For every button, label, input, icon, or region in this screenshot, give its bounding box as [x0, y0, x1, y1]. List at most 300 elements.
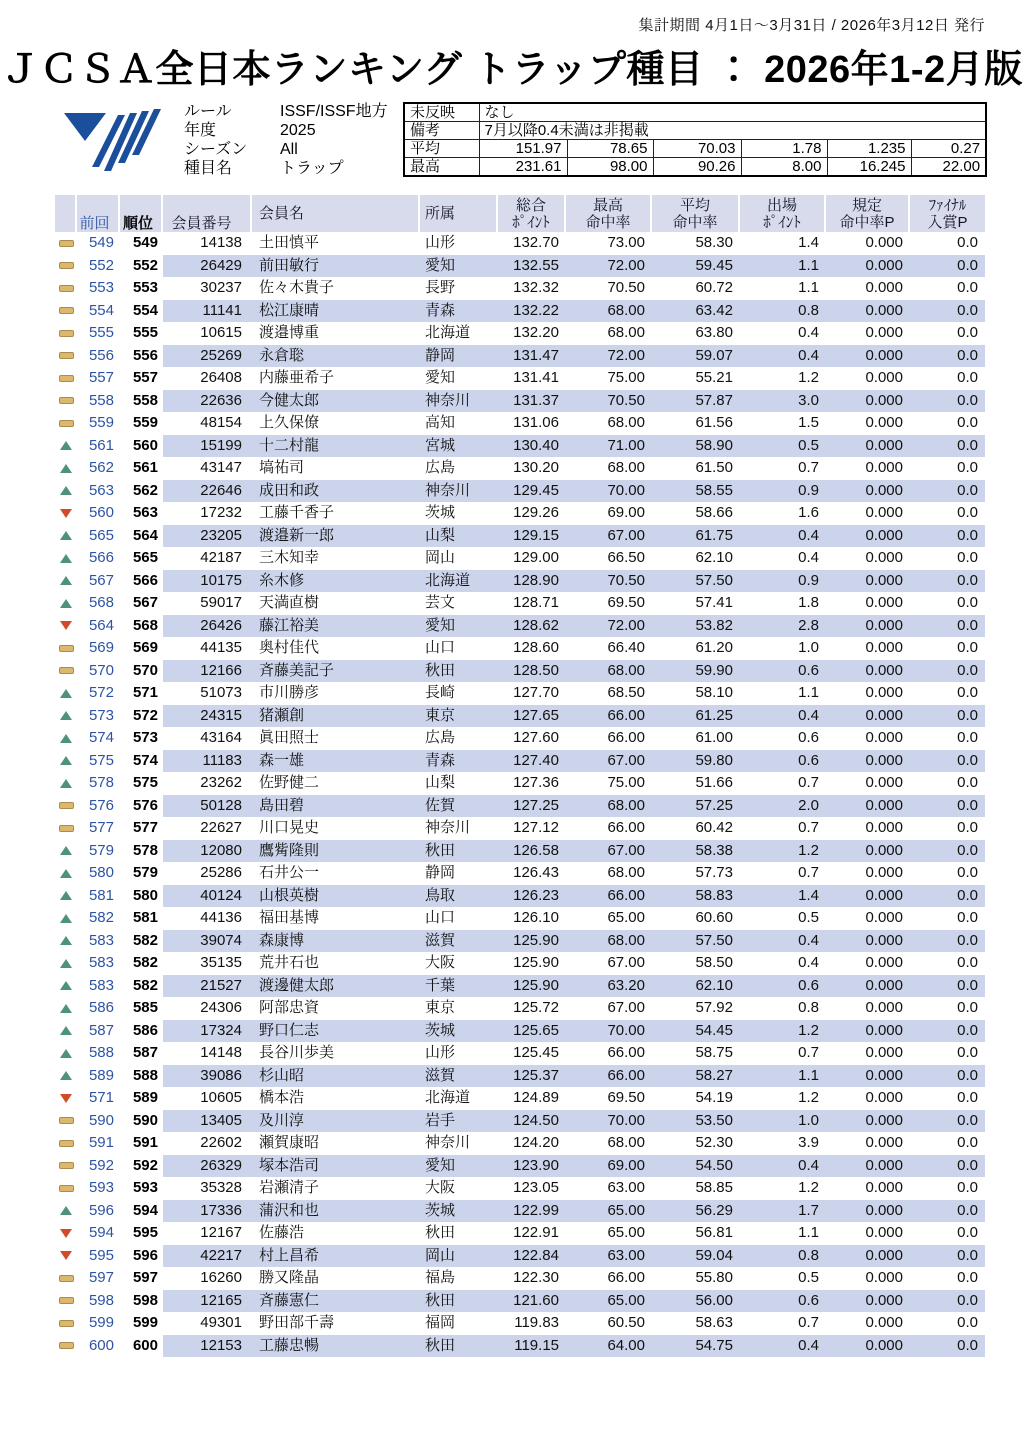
- cell-final-p: 0.0: [910, 1020, 985, 1043]
- cell-affiliation: 愛知: [420, 1155, 498, 1178]
- cell-best-hitrate: 66.00: [566, 705, 652, 728]
- table-row: [55, 1200, 985, 1223]
- cell-best-hitrate: 69.00: [607, 504, 645, 521]
- cell-member-no: 59017: [200, 594, 242, 611]
- trend-same-icon: [59, 1185, 74, 1192]
- cell-total-points: 125.45: [513, 1044, 559, 1061]
- cell-prev-rank: 592: [88, 1156, 114, 1174]
- cell-attend-points: 1.6: [798, 504, 819, 521]
- cell-attend-points: 1.1: [798, 684, 819, 701]
- cell-best-hitrate: 68.00: [607, 324, 645, 341]
- col-header-aff: 所属: [420, 195, 498, 232]
- cell-total-points: 127.65: [498, 705, 566, 728]
- cell-attend-points: 1.4: [740, 885, 826, 908]
- info-label: ルール: [184, 103, 232, 120]
- cell-member-no: 43164: [200, 729, 242, 746]
- table-row: [55, 435, 985, 458]
- cell-avg-hitrate: 55.80: [695, 1269, 733, 1286]
- cell-rank: 561: [132, 459, 158, 476]
- cell-attend-points: 1.2: [798, 1089, 819, 1106]
- cell-best-hitrate: 67.00: [566, 840, 652, 863]
- cell-trend: [55, 952, 77, 975]
- cell-best-hitrate: 68.00: [607, 864, 645, 881]
- stats-avg-kitei: 1.235: [827, 140, 911, 158]
- cell-total-points: 132.55: [498, 255, 566, 278]
- cell-best-hitrate: 65.00: [566, 1290, 652, 1313]
- cell-best-hitrate: 63.00: [566, 1245, 652, 1268]
- cell-avg-hitrate: 61.25: [652, 705, 740, 728]
- cell-rank: 586: [132, 1021, 158, 1039]
- stats-avg-final: 0.27: [911, 140, 986, 158]
- ranking-table-header: [55, 195, 985, 232]
- cell-trend: [55, 502, 77, 525]
- cell-trend: [55, 547, 77, 570]
- cell-attend-points: 0.4: [740, 345, 826, 368]
- cell-attend-points: 0.4: [798, 954, 819, 971]
- cell-best-hitrate: 66.50: [607, 549, 645, 566]
- cell-attend-points: 0.8: [740, 1245, 826, 1268]
- cell-kitei-p: 0.000: [826, 1200, 910, 1223]
- cell-member-name: 永倉聡: [252, 345, 420, 368]
- cell-affiliation: 鳥取: [420, 885, 498, 908]
- cell-kitei-p: 0.000: [826, 840, 910, 863]
- cell-avg-hitrate: 61.56: [695, 414, 733, 431]
- cell-total-points: 125.90: [498, 975, 566, 998]
- cell-trend: [55, 1245, 77, 1268]
- stats-value: なし: [479, 103, 986, 122]
- info-label: シーズン: [184, 141, 248, 158]
- cell-prev-rank: 554: [88, 301, 114, 319]
- cell-attend-points: 0.9: [740, 480, 826, 503]
- cell-kitei-p: 0.000: [826, 795, 910, 818]
- table-row: [55, 682, 985, 705]
- cell-member-name: 松江康晴: [252, 300, 420, 323]
- cell-prev-rank: 596: [88, 1201, 114, 1219]
- table-row: [55, 795, 985, 818]
- cell-total-points: 119.15: [498, 1335, 566, 1358]
- cell-affiliation: 山梨: [420, 525, 498, 548]
- cell-trend: [55, 457, 77, 480]
- cell-member-no: 13405: [163, 1110, 252, 1133]
- table-row: [55, 862, 985, 885]
- cell-kitei-p: 0.000: [826, 525, 910, 548]
- cell-total-points: 132.32: [513, 279, 559, 296]
- trend-up-icon: [60, 441, 72, 450]
- cell-best-hitrate: 67.00: [566, 525, 652, 548]
- col-header-rank: 順位: [120, 195, 163, 232]
- cell-prev-rank: 582: [88, 909, 114, 926]
- stats-row-average: [404, 140, 986, 158]
- cell-trend: [55, 232, 77, 255]
- cell-final-p: 0.0: [910, 840, 985, 863]
- cell-best-hitrate: 68.00: [566, 660, 652, 683]
- cell-member-name: 鷹觜隆則: [252, 840, 420, 863]
- cell-trend: [55, 997, 77, 1020]
- cell-final-p: 0.0: [957, 279, 978, 296]
- cell-total-points: 127.60: [513, 729, 559, 746]
- cell-rank: 571: [132, 684, 158, 701]
- cell-kitei-p: 0.000: [865, 279, 903, 296]
- cell-kitei-p: 0.000: [865, 729, 903, 746]
- cell-kitei-p: 0.000: [826, 1245, 910, 1268]
- cell-avg-hitrate: 57.73: [695, 864, 733, 881]
- cell-member-name: 野口仁志: [252, 1020, 420, 1043]
- cell-affiliation: 広島: [425, 729, 456, 746]
- cell-final-p: 0.0: [910, 1290, 985, 1313]
- cell-final-p: 0.0: [957, 369, 978, 386]
- cell-attend-points: 0.6: [740, 975, 826, 998]
- cell-total-points: 126.10: [513, 909, 559, 926]
- col-header-prev: 前回: [77, 195, 120, 232]
- cell-affiliation: 大阪: [425, 1179, 456, 1196]
- cell-kitei-p: 0.000: [865, 954, 903, 971]
- cell-avg-hitrate: 56.29: [652, 1200, 740, 1223]
- cell-rank: 549: [132, 234, 158, 251]
- table-row: [55, 300, 985, 323]
- cell-rank: 557: [132, 369, 158, 386]
- cell-member-no: 26429: [163, 255, 252, 278]
- cell-member-name: 猪瀬創: [252, 705, 420, 728]
- cell-trend: [55, 862, 77, 885]
- trend-same-icon: [59, 1162, 74, 1169]
- cell-member-no: 21527: [163, 975, 252, 998]
- cell-total-points: 132.22: [498, 300, 566, 323]
- cell-member-no: 26408: [200, 369, 242, 386]
- cell-affiliation: 秋田: [420, 840, 498, 863]
- trend-up-icon: [60, 891, 72, 900]
- cell-final-p: 0.0: [910, 300, 985, 323]
- cell-trend: [55, 300, 77, 323]
- ranking-table-body: [55, 232, 985, 1357]
- cell-member-no: 42217: [163, 1245, 252, 1268]
- cell-prev-rank: 557: [88, 369, 114, 386]
- cell-avg-hitrate: 62.10: [652, 975, 740, 998]
- cell-kitei-p: 0.000: [865, 1314, 903, 1331]
- cell-rank: 581: [132, 909, 158, 926]
- cell-avg-hitrate: 58.50: [695, 954, 733, 971]
- cell-best-hitrate: 70.00: [566, 1020, 652, 1043]
- cell-affiliation: 広島: [425, 459, 456, 476]
- cell-attend-points: 0.4: [740, 525, 826, 548]
- cell-rank: 588: [132, 1066, 158, 1084]
- cell-affiliation: 滋賀: [420, 930, 498, 953]
- table-row: [55, 930, 985, 953]
- table-row: [55, 570, 985, 593]
- trend-up-icon: [60, 1206, 72, 1215]
- stats-max-best: 98.00: [567, 158, 653, 177]
- cell-best-hitrate: 65.00: [566, 1200, 652, 1223]
- cell-final-p: 0.0: [957, 1044, 978, 1061]
- table-row: [55, 1087, 985, 1110]
- cell-rank: 597: [132, 1269, 158, 1286]
- cell-rank: 585: [132, 999, 158, 1016]
- cell-rank: 577: [132, 819, 158, 836]
- cell-affiliation: 山形: [425, 1044, 456, 1061]
- cell-affiliation: 芸文: [425, 594, 456, 611]
- cell-member-no: 11183: [163, 750, 252, 773]
- cell-member-name: 天満直樹: [259, 594, 320, 611]
- cell-rank: 578: [132, 841, 158, 859]
- cell-final-p: 0.0: [910, 750, 985, 773]
- cell-best-hitrate: 71.00: [566, 435, 652, 458]
- cell-affiliation: 神奈川: [425, 819, 471, 836]
- cell-attend-points: 0.8: [798, 999, 819, 1016]
- cell-prev-rank: 583: [88, 976, 114, 994]
- cell-affiliation: 宮城: [420, 435, 498, 458]
- cell-final-p: 0.0: [910, 525, 985, 548]
- cell-rank: 554: [132, 301, 158, 319]
- cell-member-name: 杉山昭: [252, 1065, 420, 1088]
- summary-stats-table: [403, 102, 987, 177]
- cell-total-points: 128.71: [513, 594, 559, 611]
- cell-prev-rank: 579: [88, 841, 114, 859]
- cell-prev-rank: 564: [88, 616, 114, 634]
- cell-best-hitrate: 70.50: [566, 570, 652, 593]
- cell-final-p: 0.0: [910, 615, 985, 638]
- cell-member-name: 長谷川歩美: [259, 1044, 335, 1061]
- cell-avg-hitrate: 60.60: [695, 909, 733, 926]
- cell-member-no: 39086: [163, 1065, 252, 1088]
- trend-same-icon: [59, 262, 74, 269]
- cell-trend: [55, 435, 77, 458]
- cell-attend-points: 0.4: [798, 324, 819, 341]
- cell-prev-rank: 595: [88, 1246, 114, 1264]
- cell-member-name: 佐藤浩: [259, 1224, 305, 1241]
- cell-best-hitrate: 66.00: [607, 1269, 645, 1286]
- cell-kitei-p: 0.000: [865, 549, 903, 566]
- cell-attend-points: 2.8: [740, 615, 826, 638]
- cell-avg-hitrate: 53.82: [652, 615, 740, 638]
- cell-attend-points: 1.2: [740, 1020, 826, 1043]
- cell-avg-hitrate: 59.04: [652, 1245, 740, 1268]
- trend-up-icon: [60, 531, 72, 540]
- table-row: [55, 1245, 985, 1268]
- cell-prev-rank: 566: [88, 549, 114, 566]
- cell-total-points: 122.30: [513, 1269, 559, 1286]
- trend-up-icon: [60, 576, 72, 585]
- table-row: [55, 705, 985, 728]
- cell-final-p: 0.0: [957, 1269, 978, 1286]
- cell-prev-rank: 583: [88, 954, 114, 971]
- cell-affiliation: 福岡: [425, 1314, 456, 1331]
- report-period-issued: 集計期間 4月1日～3月31日 / 2026年3月12日 発行: [638, 17, 985, 34]
- cell-avg-hitrate: 58.90: [652, 435, 740, 458]
- cell-member-name: 福田基博: [259, 909, 320, 926]
- cell-avg-hitrate: 58.66: [695, 504, 733, 521]
- trend-same-icon: [59, 330, 74, 337]
- jcsa-logo-icon: [57, 101, 169, 181]
- table-row: [55, 277, 985, 300]
- cell-prev-rank: 575: [88, 751, 114, 769]
- col-header-best: 最高 命中率: [566, 195, 652, 232]
- cell-member-name: 岩瀬清子: [259, 1179, 320, 1196]
- cell-trend: [55, 525, 77, 548]
- cell-member-no: 10605: [200, 1089, 242, 1106]
- cell-best-hitrate: 65.00: [607, 909, 645, 926]
- trend-up-icon: [60, 486, 72, 495]
- cell-final-p: 0.0: [957, 594, 978, 611]
- cell-member-name: 上久保僚: [259, 414, 320, 431]
- cell-member-no: 12153: [163, 1335, 252, 1358]
- cell-affiliation: 山形: [425, 234, 456, 251]
- cell-affiliation: 高知: [425, 414, 456, 431]
- stats-max-hitrate: 90.26: [653, 158, 741, 177]
- cell-member-name: 及川淳: [252, 1110, 420, 1133]
- cell-rank: 591: [132, 1134, 158, 1151]
- trend-up-icon: [60, 464, 72, 473]
- cell-member-no: 22602: [200, 1134, 242, 1151]
- cell-trend: [55, 840, 77, 863]
- cell-total-points: 125.90: [513, 954, 559, 971]
- cell-final-p: 0.0: [910, 1110, 985, 1133]
- cell-prev-rank: 597: [88, 1269, 114, 1286]
- cell-total-points: 131.06: [513, 414, 559, 431]
- cell-affiliation: 神奈川: [425, 1134, 471, 1151]
- cell-avg-hitrate: 59.45: [652, 255, 740, 278]
- cell-trend: [55, 817, 77, 840]
- cell-prev-rank: 559: [88, 414, 114, 431]
- cell-trend: [55, 1042, 77, 1065]
- cell-rank: 564: [132, 526, 158, 544]
- cell-trend: [55, 727, 77, 750]
- cell-member-name: 阿部忠資: [259, 999, 320, 1016]
- trend-up-icon: [60, 1071, 72, 1080]
- cell-attend-points: 1.1: [798, 279, 819, 296]
- cell-kitei-p: 0.000: [865, 324, 903, 341]
- cell-final-p: 0.0: [910, 1065, 985, 1088]
- cell-avg-hitrate: 63.80: [695, 324, 733, 341]
- cell-total-points: 125.90: [498, 930, 566, 953]
- cell-member-name: 渡邊健太郎: [252, 975, 420, 998]
- cell-rank: 566: [132, 571, 158, 589]
- cell-kitei-p: 0.000: [826, 1335, 910, 1358]
- cell-kitei-p: 0.000: [826, 390, 910, 413]
- cell-rank: 563: [132, 504, 158, 521]
- cell-best-hitrate: 64.00: [566, 1335, 652, 1358]
- cell-member-name: 森一雄: [252, 750, 420, 773]
- cell-member-no: 16260: [200, 1269, 242, 1286]
- cell-rank: 579: [132, 864, 158, 881]
- cell-best-hitrate: 66.00: [607, 729, 645, 746]
- cell-member-no: 23262: [200, 774, 242, 791]
- cell-member-name: 佐々木貴子: [259, 279, 335, 296]
- cell-rank: 558: [132, 391, 158, 409]
- stats-avg-total: 151.97: [479, 140, 567, 158]
- table-row: [55, 975, 985, 998]
- cell-total-points: 131.47: [498, 345, 566, 368]
- cell-trend: [55, 907, 77, 930]
- cell-total-points: 127.12: [513, 819, 559, 836]
- cell-rank: 569: [132, 639, 158, 656]
- table-row: [55, 1312, 985, 1335]
- cell-avg-hitrate: 59.80: [652, 750, 740, 773]
- cell-member-name: 今健太郎: [252, 390, 420, 413]
- cell-kitei-p: 0.000: [865, 414, 903, 431]
- cell-prev-rank: 583: [88, 931, 114, 949]
- cell-best-hitrate: 67.00: [607, 954, 645, 971]
- cell-avg-hitrate: 57.25: [652, 795, 740, 818]
- cell-kitei-p: 0.000: [826, 930, 910, 953]
- trend-same-icon: [59, 825, 74, 832]
- cell-member-name: 工藤千香子: [259, 504, 335, 521]
- trend-down-icon: [60, 1229, 72, 1238]
- cell-member-name: 三木知幸: [259, 549, 320, 566]
- cell-trend: [55, 322, 77, 345]
- cell-final-p: 0.0: [910, 570, 985, 593]
- cell-member-no: 26426: [163, 615, 252, 638]
- cell-avg-hitrate: 56.00: [652, 1290, 740, 1313]
- trend-same-icon: [59, 645, 74, 652]
- table-row: [55, 322, 985, 345]
- cell-member-no: 30237: [200, 279, 242, 296]
- cell-member-no: 11141: [163, 300, 252, 323]
- cell-rank: 560: [132, 436, 158, 454]
- cell-affiliation: 山口: [425, 909, 456, 926]
- cell-trend: [55, 345, 77, 368]
- cell-affiliation: 茨城: [425, 504, 456, 521]
- cell-total-points: 126.43: [513, 864, 559, 881]
- cell-member-no: 24315: [163, 705, 252, 728]
- stats-avg-best: 78.65: [567, 140, 653, 158]
- cell-avg-hitrate: 58.38: [652, 840, 740, 863]
- cell-member-name: 山根英樹: [252, 885, 420, 908]
- table-row: [55, 525, 985, 548]
- cell-prev-rank: 571: [88, 1089, 114, 1106]
- cell-final-p: 0.0: [957, 684, 978, 701]
- cell-member-no: 12167: [200, 1224, 242, 1241]
- cell-member-no: 35135: [200, 954, 242, 971]
- cell-trend: [55, 1132, 77, 1155]
- cell-kitei-p: 0.000: [826, 885, 910, 908]
- cell-rank: 600: [132, 1336, 158, 1354]
- cell-attend-points: 0.5: [798, 1269, 819, 1286]
- stats-value: 7月以降0.4未満は非掲載: [479, 122, 986, 140]
- info-event: [184, 159, 388, 178]
- cell-prev-rank: 561: [88, 436, 114, 454]
- stats-label: 平均: [404, 140, 479, 158]
- trend-up-icon: [60, 1049, 72, 1058]
- cell-kitei-p: 0.000: [865, 594, 903, 611]
- cell-avg-hitrate: 54.75: [652, 1335, 740, 1358]
- cell-avg-hitrate: 58.75: [695, 1044, 733, 1061]
- cell-member-no: 39074: [163, 930, 252, 953]
- col-header-final: ﾌｧｲﾅﾙ 入賞P: [910, 195, 985, 232]
- cell-avg-hitrate: 55.21: [695, 369, 733, 386]
- cell-attend-points: 1.1: [798, 1224, 819, 1241]
- cell-attend-points: 0.4: [798, 549, 819, 566]
- info-rule: [184, 102, 388, 121]
- cell-avg-hitrate: 58.27: [652, 1065, 740, 1088]
- cell-member-name: 市川勝彦: [259, 684, 320, 701]
- cell-avg-hitrate: 61.00: [695, 729, 733, 746]
- cell-trend: [55, 480, 77, 503]
- cell-avg-hitrate: 51.66: [695, 774, 733, 791]
- cell-kitei-p: 0.000: [826, 1020, 910, 1043]
- cell-member-name: 佐野健二: [259, 774, 320, 791]
- cell-final-p: 0.0: [957, 819, 978, 836]
- cell-kitei-p: 0.000: [865, 1089, 903, 1106]
- cell-best-hitrate: 66.00: [607, 819, 645, 836]
- cell-kitei-p: 0.000: [865, 819, 903, 836]
- cell-attend-points: 1.7: [740, 1200, 826, 1223]
- cell-best-hitrate: 66.00: [566, 885, 652, 908]
- cell-trend: [55, 772, 77, 795]
- table-row: [55, 457, 985, 480]
- cell-member-no: 15199: [163, 435, 252, 458]
- cell-kitei-p: 0.000: [826, 480, 910, 503]
- trend-same-icon: [59, 397, 74, 404]
- cell-member-no: 24306: [200, 999, 242, 1016]
